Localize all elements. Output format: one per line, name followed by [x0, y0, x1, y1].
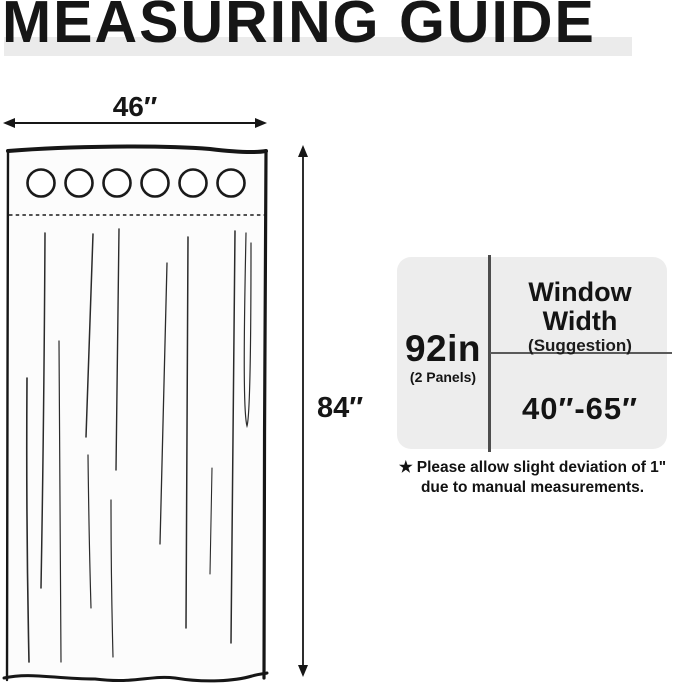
star-icon: ★	[398, 459, 413, 476]
height-label: 84″	[317, 392, 364, 424]
grommet-icon	[142, 170, 169, 197]
note-line-2: due to manual measurements.	[420, 478, 645, 496]
grommet-icon	[104, 170, 131, 197]
panel-count-note: (2 Panels)	[409, 369, 477, 385]
suggested-range-value: 40″-65″	[522, 391, 638, 426]
width-label: 46″	[112, 91, 158, 122]
grommet-icon	[180, 170, 207, 197]
grommet-icon	[218, 170, 245, 197]
curtain-panel	[6, 147, 266, 679]
page-title: MEASURING GUIDE	[2, 0, 596, 55]
measurement-note	[386, 458, 679, 497]
window-width-cell	[492, 278, 668, 356]
window-width-subheader: (Suggestion)	[528, 336, 632, 355]
panel-width-value: 92in	[404, 328, 482, 369]
height-arrow	[298, 145, 308, 677]
panel-size-cell	[398, 330, 488, 385]
grommet-icon	[66, 170, 93, 197]
curtain-diagram	[0, 78, 380, 695]
window-width-header: Window Width	[528, 277, 632, 336]
note-line-1-text: Please allow slight deviation of 1"	[416, 459, 667, 476]
note-line-1	[386, 458, 679, 478]
grommet-icon	[28, 170, 55, 197]
